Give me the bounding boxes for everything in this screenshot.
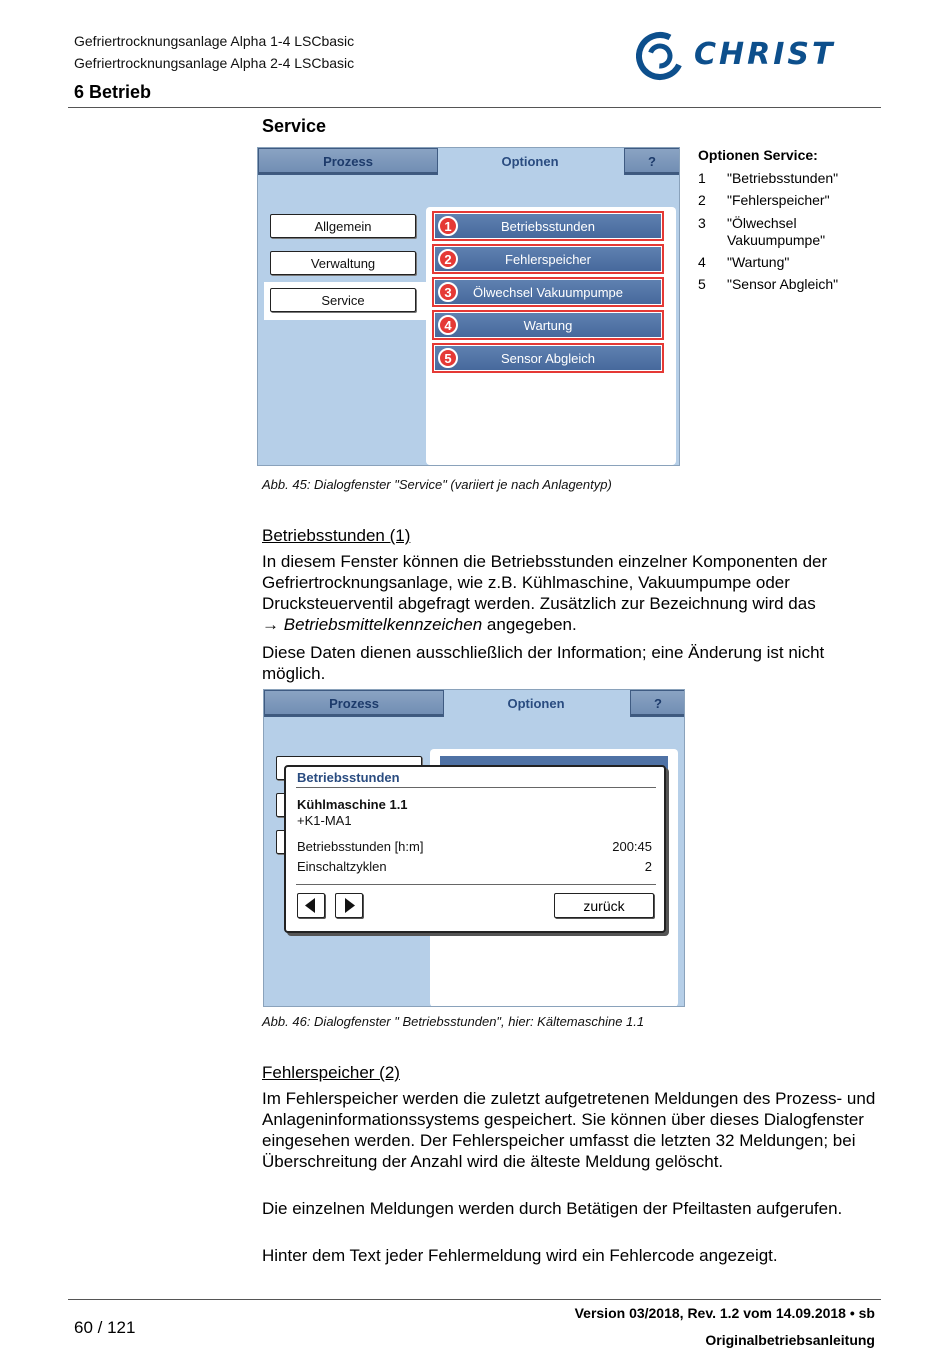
dialog-title-divider xyxy=(296,787,656,788)
tab-bar xyxy=(264,690,684,718)
legend-num: 2 xyxy=(698,192,706,208)
legend-item xyxy=(698,170,888,188)
legend-num: 3 xyxy=(698,215,706,231)
legend-text: "Fehlerspeicher" xyxy=(727,192,830,208)
legend-text: "Betriebsstunden" xyxy=(727,170,839,186)
betriebsstunden-screen xyxy=(263,689,685,1007)
service-button-wartung[interactable] xyxy=(432,310,664,340)
footer-document-type: Originalbetriebsanleitung xyxy=(705,1332,875,1348)
tab-prozess[interactable]: Prozess xyxy=(264,690,444,717)
betriebsstunden-paragraph-2: Diese Daten dienen ausschließlich der Information; eine Änderung ist nicht möglich. xyxy=(262,643,825,683)
back-button[interactable]: zurück xyxy=(554,893,654,918)
legend-item xyxy=(698,254,888,272)
service-button-betriebsstunden[interactable] xyxy=(432,211,664,241)
marker-3: 3 xyxy=(438,282,458,302)
service-button-oelwechsel[interactable] xyxy=(432,277,664,307)
legend-num: 5 xyxy=(698,276,706,292)
marker-2: 2 xyxy=(438,249,458,269)
figure-46-caption: Abb. 46: Dialogfenster " Betriebsstunden", hier: Kältemaschine 1.1 xyxy=(262,1014,645,1029)
previous-button[interactable] xyxy=(297,893,325,918)
page-number: 60 / 121 xyxy=(74,1318,136,1337)
header-product-line2: Gefriertrocknungsanlage Alpha 2-4 LSCbasic xyxy=(74,55,355,71)
dialog-title: Betriebsstunden xyxy=(297,770,400,785)
service-button-sensor-abgleich[interactable] xyxy=(432,343,664,373)
betriebsstunden-heading: Betriebsstunden (1) xyxy=(262,526,411,545)
tab-bar xyxy=(258,148,679,176)
header-divider xyxy=(68,107,881,108)
service-button-fehlerspeicher[interactable] xyxy=(432,244,664,274)
marker-5: 5 xyxy=(438,348,458,368)
service-button-label: Ölwechsel Vakuumpumpe xyxy=(435,280,661,304)
tab-help[interactable]: ? xyxy=(630,690,685,717)
betriebsstunden-dialog xyxy=(284,765,666,933)
next-button[interactable] xyxy=(335,893,363,918)
arrow-icon: → xyxy=(262,615,279,634)
tab-optionen[interactable]: Optionen xyxy=(448,690,624,717)
arrow-left-icon xyxy=(298,894,324,917)
christ-logo xyxy=(636,31,876,83)
footer-version: Version 03/2018, Rev. 1.2 vom 14.09.2018 • sb xyxy=(574,1305,875,1321)
chapter-title: 6 Betrieb xyxy=(74,82,152,102)
row-value-betriebsstunden: 200:45 xyxy=(612,839,652,854)
dialog-divider xyxy=(296,884,656,885)
service-screen xyxy=(257,147,680,466)
fehlerspeicher-paragraph-3: Hinter dem Text jeder Fehlermeldung wird ein Fehlercode angezeigt. xyxy=(262,1246,778,1265)
legend-num: 4 xyxy=(698,254,706,270)
service-button-label: Fehlerspeicher xyxy=(435,247,661,271)
header-product-line1: Gefriertrocknungsanlage Alpha 1-4 LSCbasic xyxy=(74,33,355,49)
legend-item xyxy=(698,215,888,251)
legend-text: "Ölwechsel Vakuumpumpe" xyxy=(727,215,826,248)
marker-4: 4 xyxy=(438,315,458,335)
christ-logo-icon xyxy=(636,31,688,83)
row-value-einschaltzyklen: 2 xyxy=(644,859,652,874)
arrow-right-icon xyxy=(336,894,362,917)
row-label-einschaltzyklen: Einschaltzyklen xyxy=(297,859,387,874)
service-button-label: Betriebsstunden xyxy=(435,214,661,238)
legend-text: "Sensor Abgleich" xyxy=(727,276,839,292)
legend-item xyxy=(698,192,888,210)
fehlerspeicher-paragraph-2: Die einzelnen Meldungen werden durch Betätigen der Pfeiltasten aufgerufen. xyxy=(262,1199,843,1218)
service-button-label: Wartung xyxy=(435,313,661,337)
logo-wordmark: CHRIST xyxy=(694,37,836,72)
fehlerspeicher-heading: Fehlerspeicher (2) xyxy=(262,1063,400,1082)
tab-prozess[interactable]: Prozess xyxy=(258,148,438,175)
legend-text: "Wartung" xyxy=(727,254,790,270)
betriebsstunden-paragraph-1 xyxy=(262,551,877,635)
options-legend xyxy=(698,147,888,297)
row-label-betriebsstunden: Betriebsstunden [h:m] xyxy=(297,839,424,854)
reference-link[interactable]: Betriebsmittelkennzeichen xyxy=(283,615,483,634)
legend-item xyxy=(698,276,888,294)
paragraph-text: angegeben. xyxy=(482,615,577,634)
fehlerspeicher-paragraph-1: Im Fehlerspeicher werden die zuletzt aufgetretenen Meldungen des Prozess- und Anlageninformationssystems gespeichert. Sie können über dieses Dialogfenster eingesehen werden. Der Fehlerspeicher umfasst die letzten 32 Meldungen; bei Überschreitung der Anzahl wird die älteste Meldung gelöscht. xyxy=(262,1089,876,1171)
component-code: +K1-MA1 xyxy=(297,813,352,828)
tab-optionen[interactable]: Optionen xyxy=(442,148,618,175)
component-name: Kühlmaschine 1.1 xyxy=(297,797,408,812)
side-button-verwaltung[interactable]: Verwaltung xyxy=(270,251,416,275)
footer-divider xyxy=(68,1299,881,1300)
options-legend-title: Optionen Service: xyxy=(698,147,818,163)
marker-1: 1 xyxy=(438,216,458,236)
legend-num: 1 xyxy=(698,170,706,186)
paragraph-text: In diesem Fenster können die Betriebsstunden einzelner Komponenten der Gefriertrocknungsanlage, wie z.B. Kühlmaschine, Vakuumpumpe oder Drucksteuerventil abgefragt werden. Zusätzlich zur Bezeichnung wird das xyxy=(262,552,828,613)
side-button-allgemein[interactable]: Allgemein xyxy=(270,214,416,238)
service-button-label: Sensor Abgleich xyxy=(435,346,661,370)
tab-help[interactable]: ? xyxy=(624,148,680,175)
side-button-service[interactable]: Service xyxy=(270,288,416,312)
section-title: Service xyxy=(262,116,327,136)
figure-45-caption: Abb. 45: Dialogfenster "Service" (variiert je nach Anlagentyp) xyxy=(262,477,612,492)
